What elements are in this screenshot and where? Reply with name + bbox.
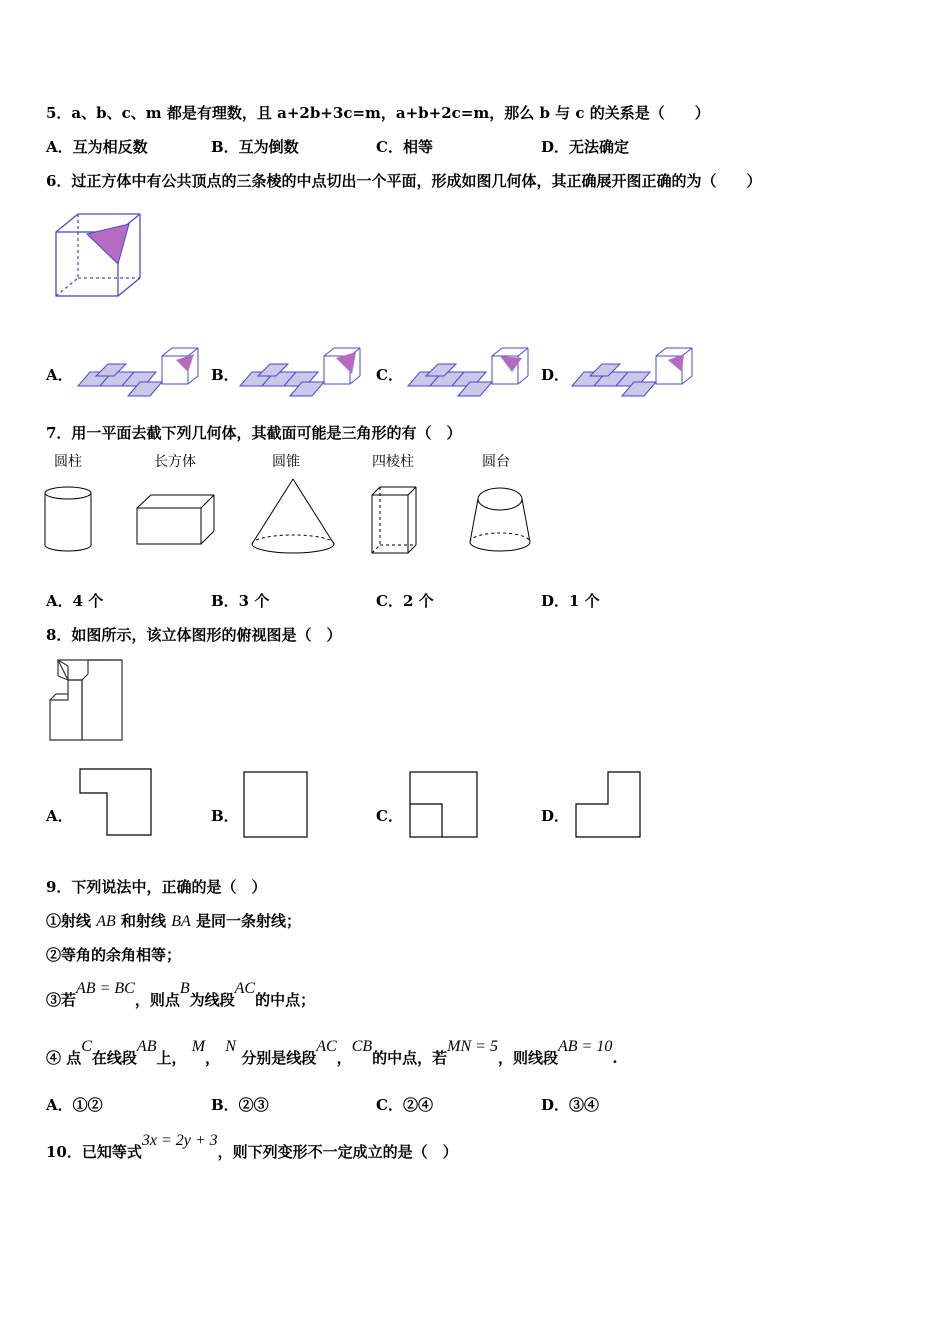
q5-option-b: B．互为倒数 — [211, 138, 299, 156]
q9-option-c: C．②④ — [376, 1096, 433, 1114]
q8-view-b — [242, 770, 310, 840]
cylinder-figure — [44, 485, 94, 553]
q8-option-a: A． — [46, 807, 73, 825]
q5-option-a: A．互为相反数 — [46, 138, 148, 156]
frustum-figure — [468, 487, 532, 553]
prism-figure — [370, 485, 420, 555]
q8-solid-figure — [48, 658, 128, 742]
q5-option-c: C．相等 — [376, 138, 433, 156]
q6-cube-figure — [54, 212, 144, 300]
cuboid-figure — [136, 494, 216, 546]
q6-option-c: C． — [376, 366, 403, 384]
q10-stem: 10．已知等式3x = 2y + 3，则下列变形不一定成立的是（ ） — [46, 1132, 458, 1161]
q6-option-d: D． — [541, 366, 570, 384]
q6-net-d — [570, 346, 696, 398]
q7-option-c: C．2 个 — [376, 592, 434, 610]
q5-option-d: D．无法确定 — [541, 138, 630, 156]
q9-option-b: B．②③ — [211, 1096, 269, 1114]
q9-statement-4: ④ 点C在线段AB上， M， N 分别是线段AC，CB的中点，若MN = 5，则线段AB = 10. — [46, 1038, 618, 1067]
solid-label-cuboid: 长方体 — [154, 454, 196, 470]
q9-option-a: A．①② — [46, 1096, 103, 1114]
q9-statement-3: ③若AB = BC，则点B为线段AC的中点； — [46, 980, 316, 1009]
q5-stem: 5．a、b、c、m 都是有理数，且 a+2b+3c=m，a+b+2c=m，那么 b 与 c 的关系是（ ） — [46, 104, 710, 122]
q8-option-c: C． — [376, 807, 403, 825]
q8-stem: 8．如图所示，该立体图形的俯视图是（ ） — [46, 626, 342, 644]
solid-label-cylinder: 圆柱 — [54, 454, 82, 470]
q8-option-d: D． — [541, 807, 570, 825]
solid-label-prism: 四棱柱 — [372, 454, 414, 470]
q9-statement-1: ①射线 AB 和射线 BA 是同一条射线； — [46, 912, 302, 930]
q6-stem: 6．过正方体中有公共顶点的三条棱的中点切出一个平面，形成如图几何体，其正确展开图正确的为（ ） — [46, 172, 762, 190]
q7-option-b: B．3 个 — [211, 592, 270, 610]
solid-label-frustum: 圆台 — [482, 454, 510, 470]
q6-net-b — [238, 346, 364, 398]
cone-figure — [250, 478, 336, 556]
solid-label-cone: 圆锥 — [272, 454, 300, 470]
q6-option-a: A． — [46, 366, 73, 384]
q9-stem: 9．下列说法中，正确的是（ ） — [46, 878, 267, 896]
q8-view-c — [408, 770, 480, 840]
q7-option-a: A．4 个 — [46, 592, 104, 610]
q8-option-b: B． — [211, 807, 239, 825]
q7-option-d: D．1 个 — [541, 592, 600, 610]
q6-net-c — [406, 346, 532, 398]
q9-statement-2: ②等角的余角相等； — [46, 946, 182, 964]
q9-option-d: D．③④ — [541, 1096, 600, 1114]
q6-net-a — [76, 346, 202, 398]
q8-view-a — [78, 767, 154, 837]
q7-stem: 7．用一平面去截下列几何体，其截面可能是三角形的有（ ） — [46, 424, 462, 442]
q8-view-d — [574, 770, 644, 840]
q6-option-b: B． — [211, 366, 239, 384]
